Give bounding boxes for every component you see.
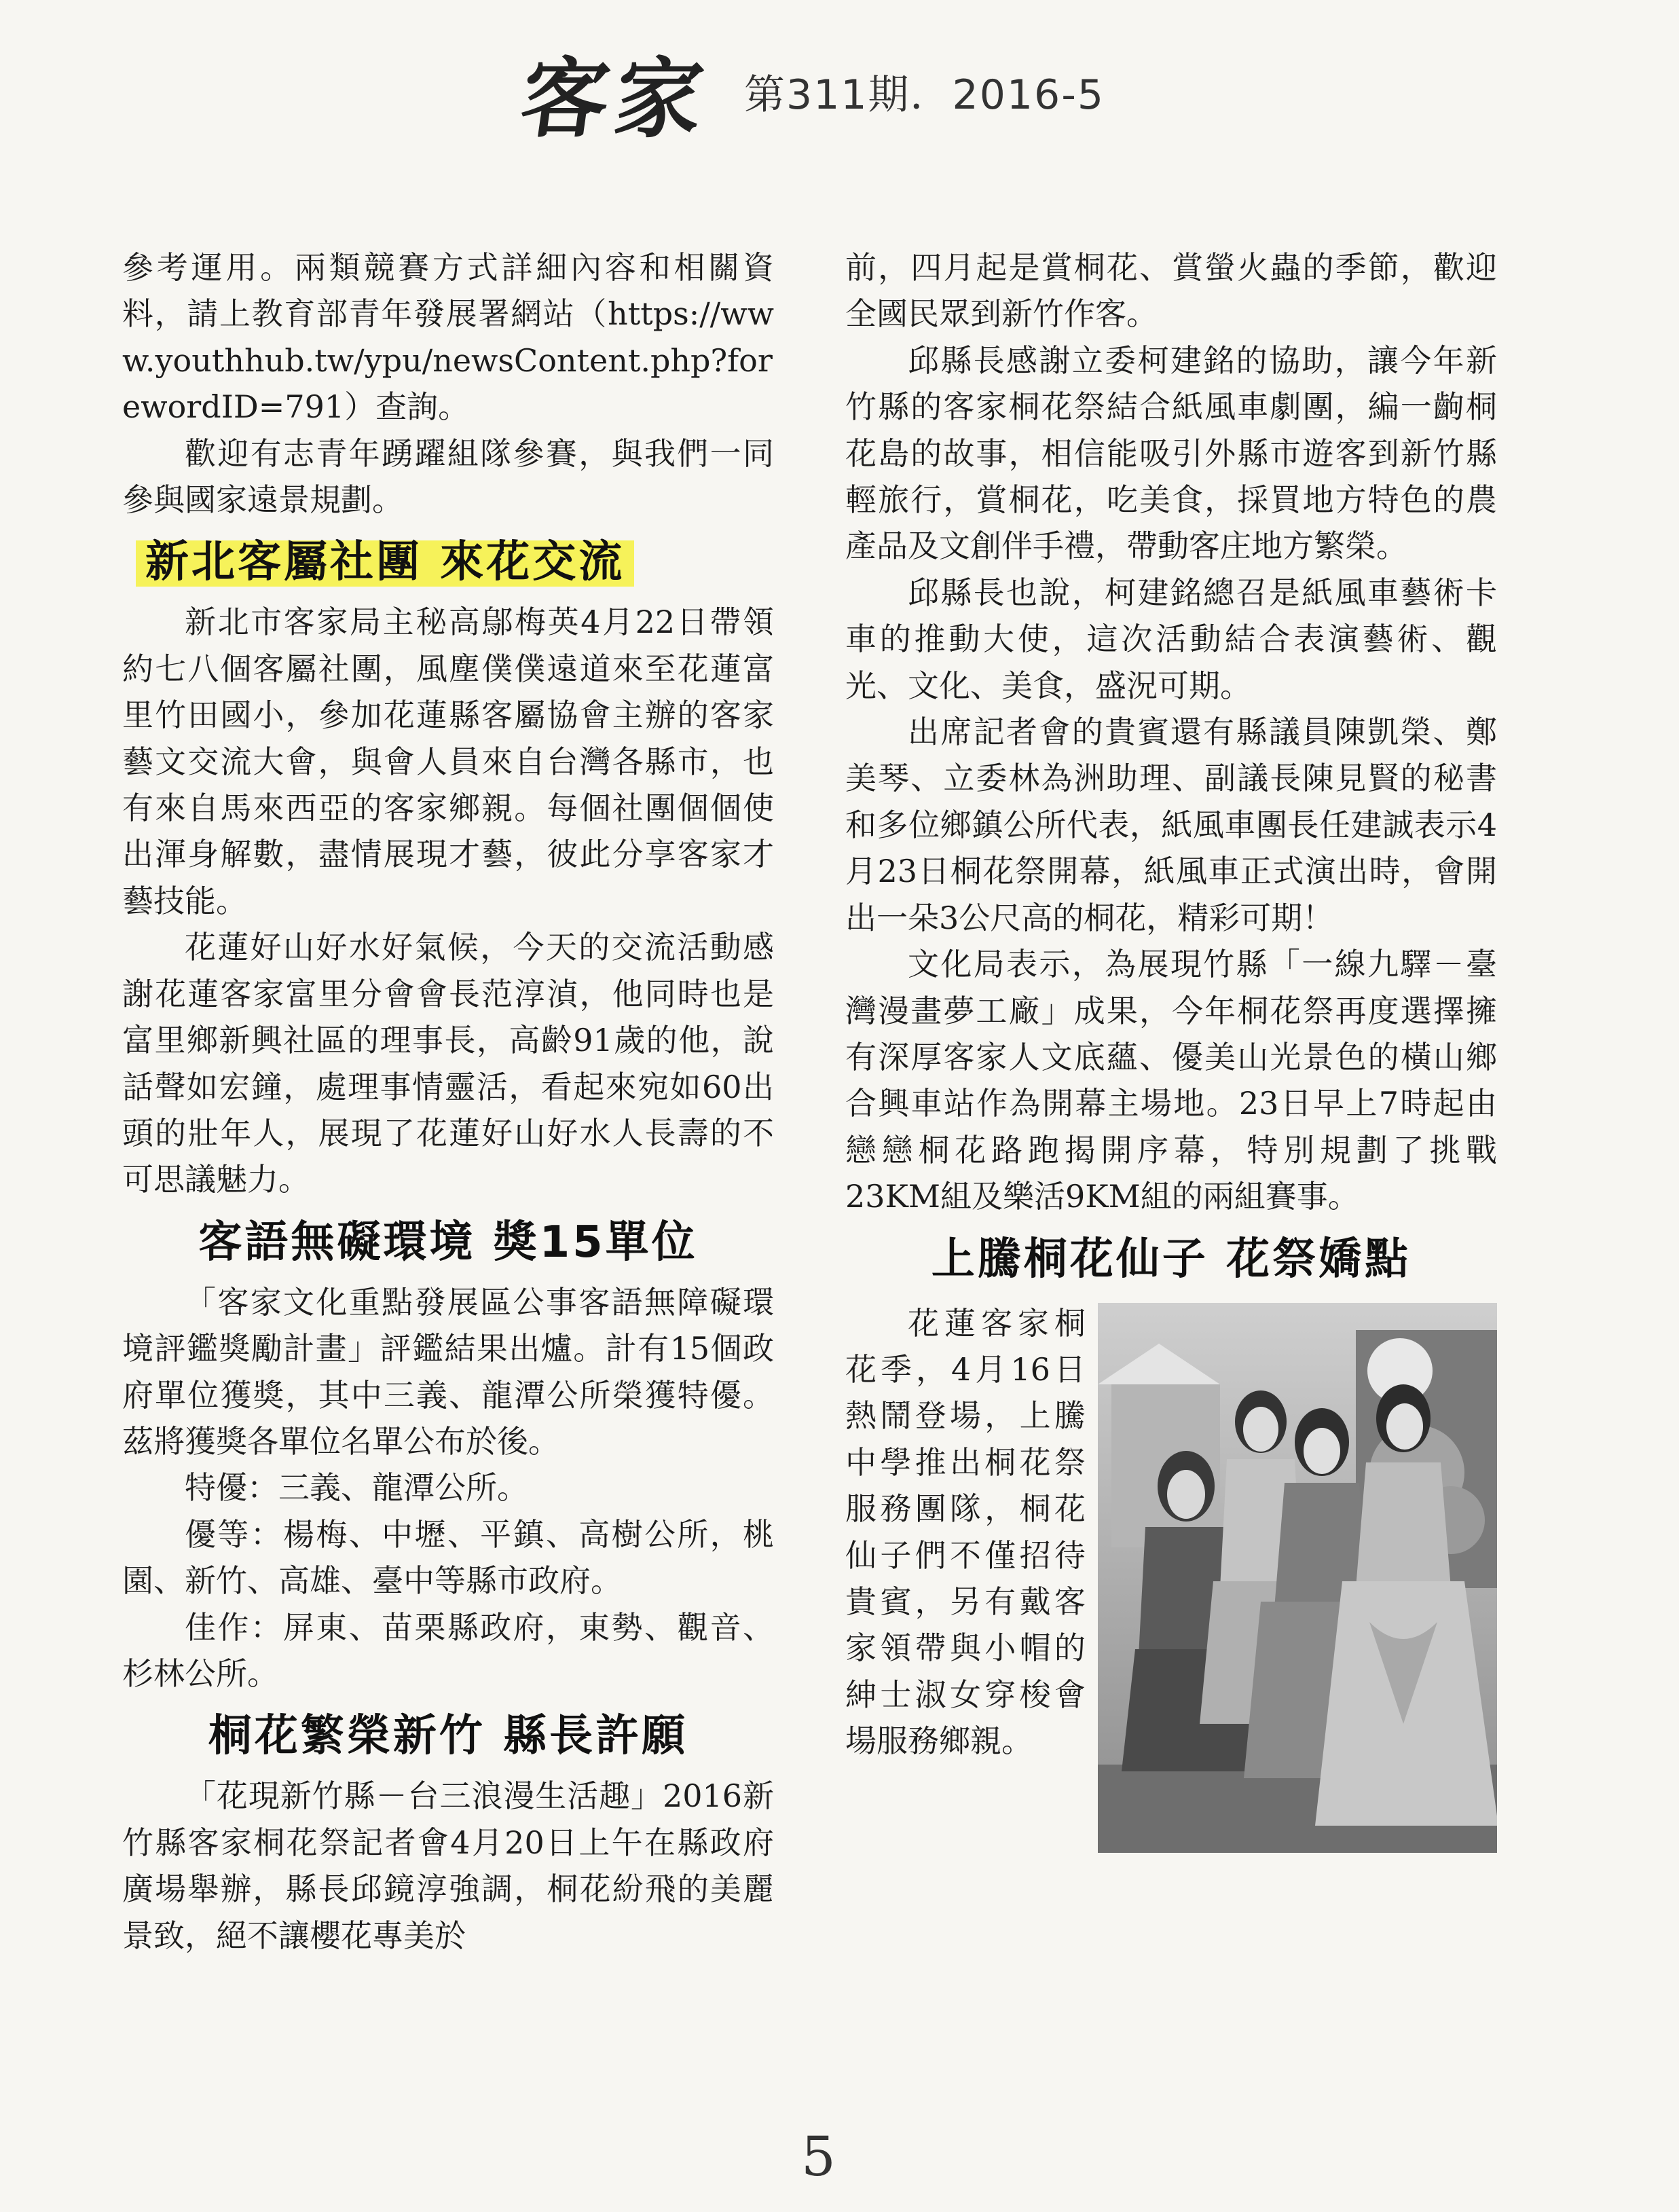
- photo-article: [845, 1300, 1497, 1853]
- publication-logo: 客家: [514, 48, 717, 150]
- article-title-1: 新北客屬社團 來花交流: [136, 528, 634, 596]
- intro-paragraph-1: 參考運用。兩類競賽方式詳細內容和相關資料，請上教育部青年發展署網站（https://www.youthhub.tw/ypu/newsContent.php?forewordID=791）查詢。: [122, 249, 774, 426]
- article4-paragraph: 花蓮客家桐花季，4月16日熱鬧登場，上騰中學推出桐花祭服務團隊，桐花仙子們不僅招待貴賓，另有戴客家領帶與小帽的紳士淑女穿梭會場服務鄉親。: [845, 1304, 1086, 1760]
- article1-paragraph-2: 花蓮好山好水好氣候，今天的交流活動感謝花蓮客家富里分會會長范淳湞，他同時也是富里鄉新興社區的理事長，高齡91歲的他，說話聲如宏鐘，處理事情靈活，看起來宛如60出頭的壯年人，展現了花蓮好山好水人長壽的不可思議魅力。: [122, 929, 774, 1198]
- article3-paragraph-1: 「花現新竹縣－台三浪漫生活趣」2016新竹縣客家桐花祭記者會4月20日上午在縣政府廣場舉辦，縣長邱鏡淳強調，桐花紛飛的美麗景致，絕不讓櫻花專美於: [122, 1777, 774, 1954]
- article3-continuation: 前，四月起是賞桐花、賞螢火蟲的季節，歡迎全國民眾到新竹作客。: [845, 249, 1497, 333]
- article1-paragraph-1: 新北市客家局主秘高鄔梅英4月22日帶領約七八個客屬社團，風塵僕僕遠道來至花蓮富里竹田國小，參加花蓮縣客屬協會主辦的客家藝文交流大會，與會人員來自台灣各縣市，也有來自馬來西亞的客家鄉親。每個社團個個使出渾身解數，盡情展現才藝，彼此分享客家才藝技能。: [122, 604, 774, 919]
- article-title-2: 客語無礙環境 獎15單位: [198, 1217, 698, 1268]
- article3-paragraph-5: 文化局表示，為展現竹縣「一線九驛－臺灣漫畫夢工廠」成果，今年桐花祭再度選擇擁有深厚客家人文底蘊、優美山光景色的橫山鄉合興車站作為開幕主場地。23日早上7時起由戀戀桐花路跑揭開序幕，特別規劃了挑戰23KM組及樂活9KM組的兩組賽事。: [845, 946, 1497, 1215]
- issue-info: 第311期．2016-5: [744, 71, 1105, 119]
- article3-paragraph-4: 出席記者會的貴賓還有縣議員陳凱榮、鄭美琴、立委林為洲助理、副議長陳見賢的秘書和多位鄉鎮公所代表，紙風車團長任建誠表示4月23日桐花祭開幕，紙風車正式演出時，會開出一朵3公尺高的桐花，精彩可期！: [845, 714, 1497, 936]
- masthead: [514, 41, 1105, 150]
- right-column: [845, 244, 1497, 1853]
- article-title-4: 上騰桐花仙子 花祭嬌點: [931, 1234, 1412, 1285]
- article2-paragraph-1: 「客家文化重點發展區公事客語無障礙環境評鑑獎勵計畫」評鑑結果出爐。計有15個政府單位獲獎，其中三義、龍潭公所榮獲特優。茲將獲獎各單位名單公布於後。: [122, 1283, 774, 1460]
- article3-paragraph-2: 邱縣長感謝立委柯建銘的協助，讓今年新竹縣的客家桐花祭結合紙風車劇團，編一齣桐花島的故事，相信能吸引外縣市遊客到新竹縣輕旅行，賞桐花，吃美食，採買地方特色的農產品及文創伴手禮，帶動客庄地方繁榮。: [845, 342, 1497, 565]
- page-number: 5: [801, 2125, 836, 2188]
- article2-award-excellent: 優等：楊梅、中壢、平鎮、高樹公所，桃園、新竹、高雄、臺中等縣市政府。: [122, 1515, 774, 1600]
- news-photo: [1098, 1303, 1497, 1853]
- article3-paragraph-3: 邱縣長也說，柯建銘總召是紙風車藝術卡車的推動大使，這次活動結合表演藝術、觀光、文化、美食，盛況可期。: [845, 574, 1497, 704]
- left-column: [122, 244, 774, 1959]
- article2-award-top: 特優：三義、龍潭公所。: [185, 1469, 528, 1507]
- photo-illustration: [1098, 1303, 1497, 1853]
- intro-paragraph-2: 歡迎有志青年踴躍組隊參賽，與我們一同參與國家遠景規劃。: [122, 435, 774, 519]
- article-title-3: 桐花繁榮新竹 縣長許願: [208, 1711, 688, 1762]
- article2-award-merit: 佳作：屏東、苗栗縣政府，東勢、觀音、杉林公所。: [122, 1608, 774, 1692]
